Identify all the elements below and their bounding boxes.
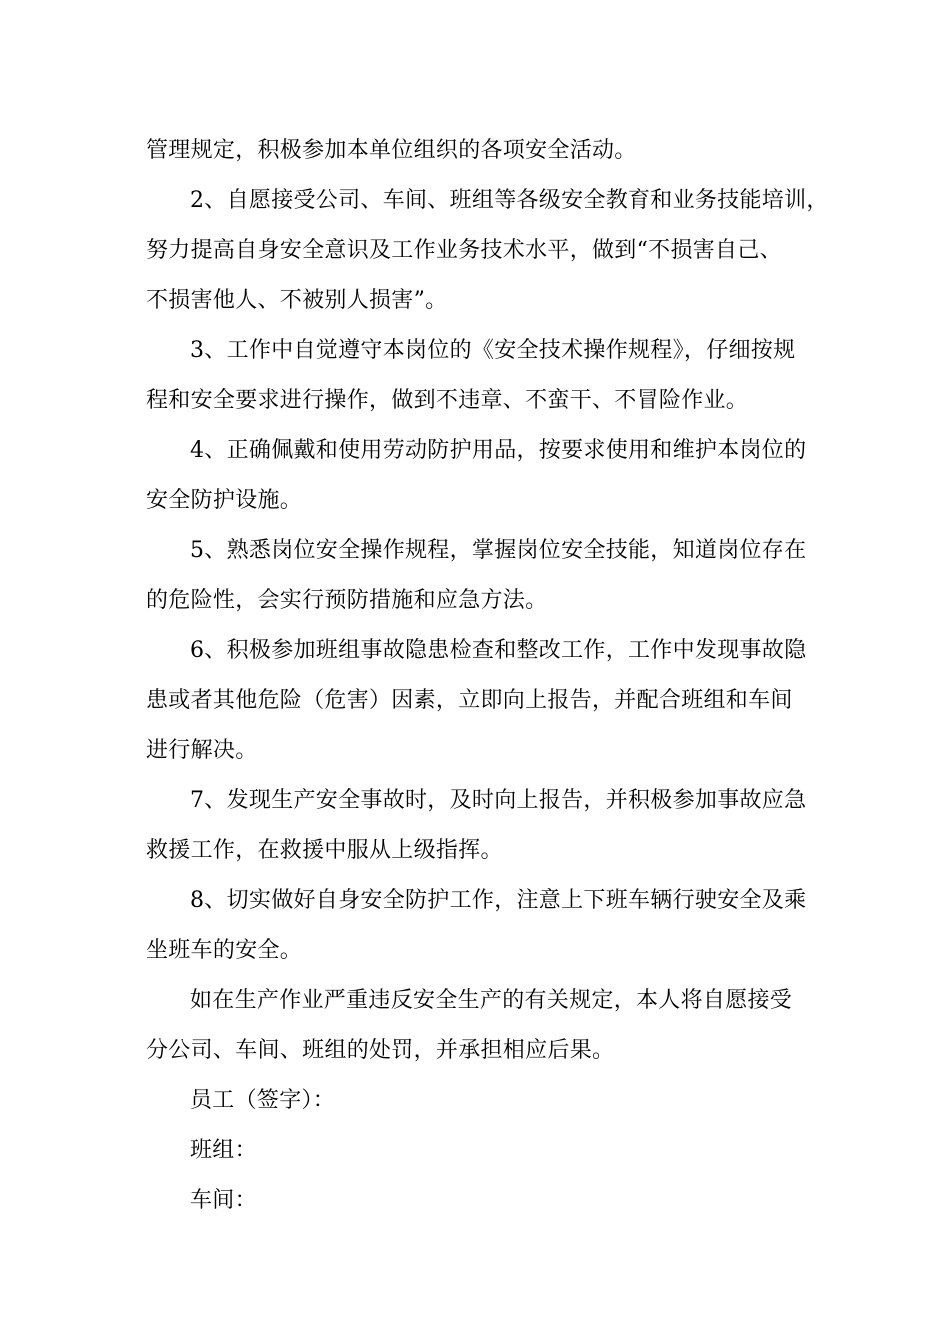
clause-5-line: 5、熟悉岗位安全操作规程，掌握岗位安全技能，知道岗位存在 — [190, 538, 807, 563]
clause-6-line: 6、积极参加班组事故隐患检查和整改工作，工作中发现事故隐 — [190, 638, 807, 663]
clause-8-line: 8、切实做好自身安全防护工作，注意上下班车辆行驶安全及乘 — [190, 888, 807, 913]
text-line: 进行解决。 — [146, 738, 258, 763]
text-line: 不损害他人、不被别人损害”。 — [146, 288, 448, 313]
text-line: 努力提高自身安全意识及工作业务技术水平，做到“不损害自己、 — [146, 238, 782, 263]
text-line: 的危险性，会实行预防措施和应急方法。 — [146, 588, 548, 613]
text-line: 患或者其他危险（危害）因素，立即向上报告，并配合班组和车间 — [146, 688, 793, 713]
clause-4-line: 4、正确佩戴和使用劳动防护用品，按要求使用和维护本岗位的 — [190, 438, 807, 463]
text-line: 坐班车的安全。 — [146, 938, 303, 963]
text-line: 管理规定，积极参加本单位组织的各项安全活动。 — [146, 138, 637, 163]
workshop-label: 车间： — [190, 1188, 257, 1213]
employee-signature-label: 员工（签字）： — [190, 1088, 336, 1113]
clause-7-line: 7、发现生产安全事故时，及时向上报告，并积极参加事故应急 — [190, 788, 807, 813]
text-line: 分公司、车间、班组的处罚，并承担相应后果。 — [146, 1038, 615, 1063]
penalty-clause-line: 如在生产作业严重违反安全生产的有关规定，本人将自愿接受 — [190, 988, 793, 1013]
team-label: 班组： — [190, 1138, 257, 1163]
document-body — [146, 126, 829, 1226]
text-line: 安全防护设施。 — [146, 488, 303, 513]
clause-2-line: 2、自愿接受公司、车间、班组等各级安全教育和业务技能培训， — [190, 188, 829, 213]
clause-3-line: 3、工作中自觉遵守本岗位的《安全技术操作规程》，仔细按规 — [190, 338, 796, 363]
text-line: 救援工作，在救援中服从上级指挥。 — [146, 838, 503, 863]
text-line: 程和安全要求进行操作，做到不违章、不蛮干、不冒险作业。 — [146, 388, 749, 413]
